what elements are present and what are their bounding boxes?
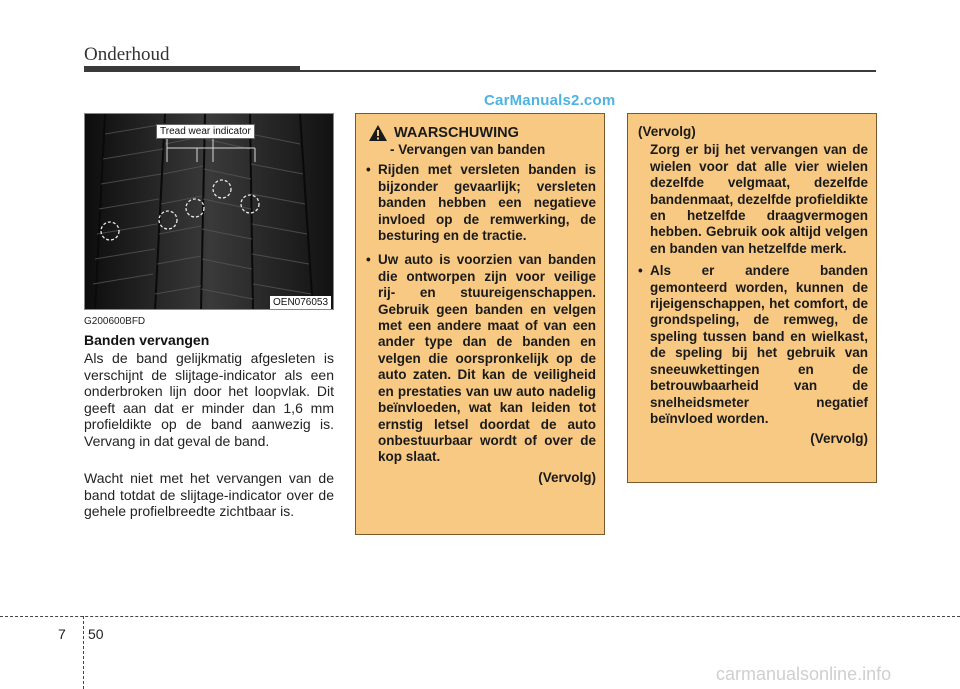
header-rule: [300, 70, 876, 72]
header-bar: [84, 66, 300, 72]
tire-tread-illustration: [85, 114, 334, 310]
footer-divider: [0, 616, 960, 617]
warning-triangle-icon: [368, 124, 388, 142]
warning-bullet-text: Als er andere banden gemonteerd worden, kunnen de rijeigenschappen, het comfort, de grondspeling, de remweg, de speling tussen band en wielkast, de speling bij het gebruik van sneeuwkettingen en de betrouwbaarheid van de snelheidsmeter negatief beïnvloed worden.: [650, 263, 868, 426]
warning-box-continued: [627, 113, 877, 483]
warning-bullet: • Rijden met versleten banden is bijzonder gevaarlijk; versleten banden hebben een negatieve invloed op de remwerking, de besturing en de tractie.: [366, 162, 596, 244]
warning-paragraph: Zorg er bij het vervangen van de wielen voor dat alle vier wielen dezelfde velgmaat, dezelfde bandenmaat, dezelfde profieldikte en hetzelfde draagvermogen hebben. Gebruik ook altijd velgen en banden van hetzelfde merk.: [650, 142, 868, 256]
section-code: G200600BFD: [84, 316, 146, 327]
warning-title: WAARSCHUWING: [394, 124, 519, 141]
watermark-bottom: carmanualsonline.info: [716, 664, 892, 684]
warning-bullet-text: Rijden met versleten banden is bijzonder gevaarlijk; versleten banden hebben een negatieve invloed op de remwerking, de besturing en de tractie.: [378, 162, 596, 244]
footer-vertical-divider: [83, 616, 84, 689]
warning-box: [355, 113, 605, 535]
continued-label-top: (Vervolg): [638, 124, 696, 139]
section-heading: Banden vervangen: [84, 332, 210, 348]
tire-tread-image: [84, 113, 334, 310]
warning-bullet-text: Uw auto is voorzien van banden die ontworpen zijn voor veilige rij- en stuureigenschappen. Gebruik geen banden en velgen met een andere maat of van een ander type dan de banden en velgen die oorspronkelijk op de auto zaten. Dit kan de veiligheid en prestaties van uw auto nadelig beïnvloeden, wat kan leiden tot ernstig letsel doordat de auto onbestuurbaar wordt of over de kop slaat.: [378, 252, 596, 465]
tread-wear-indicator-label: Tread wear indicator: [156, 124, 255, 139]
page-number: 50: [88, 626, 104, 642]
body-paragraph: Als de band gelijkmatig afgesleten is verschijnt de slijtage-indicator als een onderbroken lijn door het loopvlak. Dit geeft aan dat er minder dan 1,6 mm profieldikte op de band aanwezig is. Vervang in dat geval de band.: [84, 350, 334, 449]
continued-label: (Vervolg): [538, 469, 596, 485]
page-header-title: Onderhoud: [84, 44, 170, 65]
figure-code: OEN076053: [270, 296, 331, 309]
warning-subtitle: - Vervangen van banden: [390, 142, 546, 157]
warning-bullet: • Als er andere banden gemonteerd worden, kunnen de rijeigenschappen, het comfort, de grondspeling, de remweg, de speling tussen band en wielkast, de speling bij het gebruik van sneeuwkettingen en de betrouwbaarheid van de snelheidsmeter negatief beïnvloed worden.: [638, 263, 868, 426]
body-paragraph: Wacht niet met het vervangen van de band totdat de slijtage-indicator over de gehele profielbreedte zichtbaar is.: [84, 470, 334, 519]
chapter-number: 7: [58, 626, 66, 642]
warning-bullet: • Uw auto is voorzien van banden die ontworpen zijn voor veilige rij- en stuureigenschappen. Gebruik geen banden en velgen met een andere maat of van een ander type dan de banden en velgen die oorspronkelijk op de auto zaten. Dit kan de veiligheid en prestaties van uw auto nadelig beïnvloeden, wat kan leiden tot ernstig letsel doordat de auto onbestuurbaar wordt of over de kop slaat.: [366, 252, 596, 465]
watermark-top: CarManuals2.com: [484, 92, 616, 109]
continued-label: (Vervolg): [810, 431, 868, 447]
